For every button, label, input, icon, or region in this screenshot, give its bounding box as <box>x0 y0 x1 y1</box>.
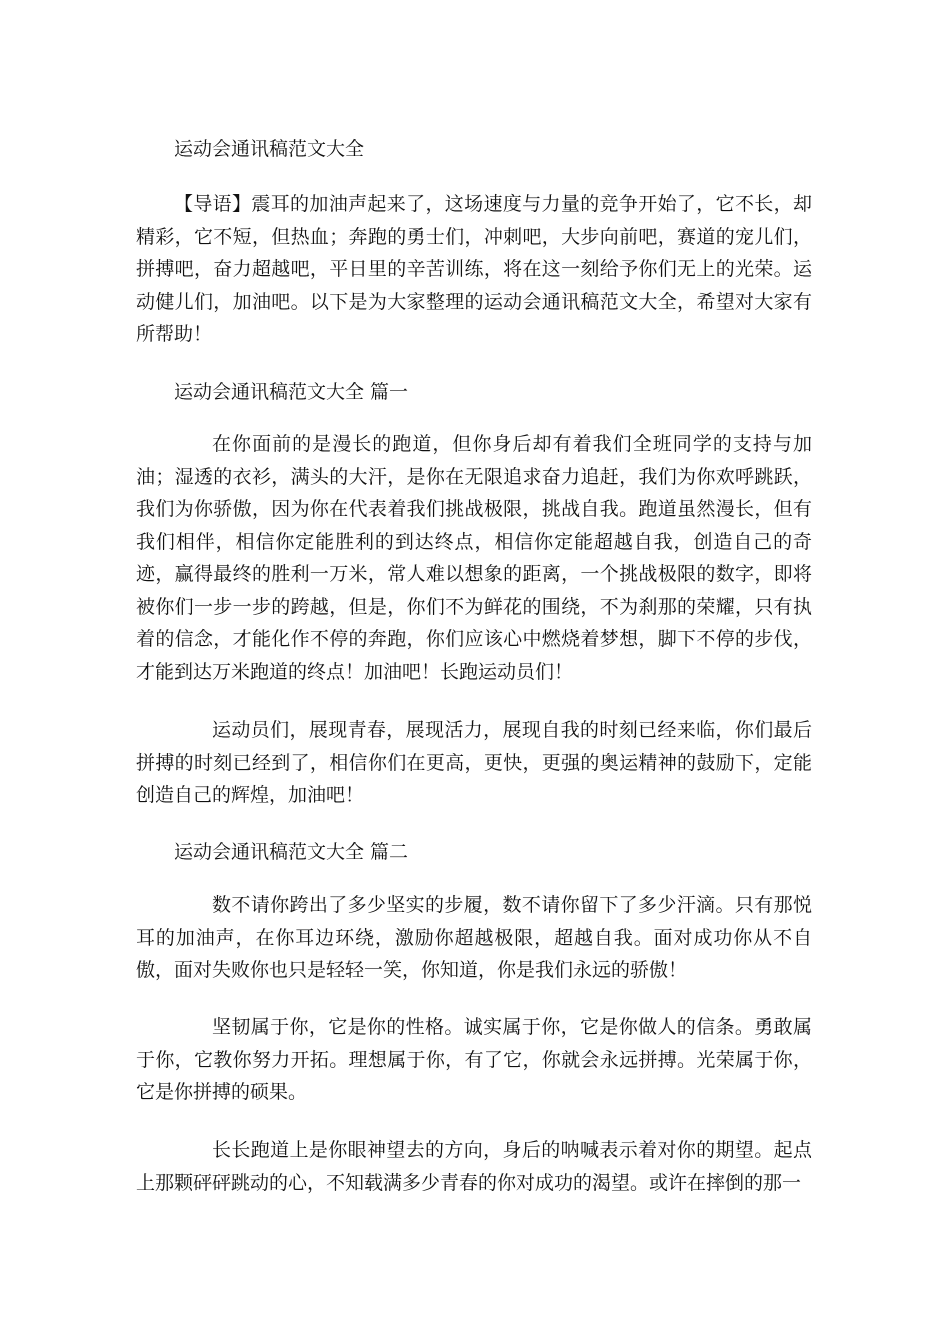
section-heading-1: 运动会通讯稿范文大全 篇一 <box>174 381 409 403</box>
section2-paragraph-2: 坚韧属于你，它是你的性格。诚实属于你，它是你做人的信条。勇敢属于你，它教你努力开拓。理想属于你，有了它，你就会永远拼搏。光荣属于你，它是你拼搏的硕果。 <box>136 1016 812 1103</box>
intro-paragraph: 【导语】震耳的加油声起来了，这场速度与力量的竞争开始了，它不长，却精彩，它不短，但热血；奔跑的勇士们，冲刺吧，大步向前吧，赛道的宠儿们，拼搏吧，奋力超越吧，平日里的辛苦训练，将在这一刻给予你们无上的光荣。运动健儿们，加油吧。以下是为大家整理的运动会通讯稿范文大全，希望对大家有所帮助！ <box>136 193 812 345</box>
section2-paragraph-1: 数不请你跨出了多少坚实的步履，数不请你留下了多少汗滴。只有那悦耳的加油声，在你耳边环绕，激励你超越极限，超越自我。面对成功你从不自傲，面对失败你也只是轻轻一笑，你知道，你是我们永远的骄傲！ <box>136 894 812 981</box>
section-heading-2: 运动会通讯稿范文大全 篇二 <box>174 841 409 863</box>
section2-paragraph-3: 长长跑道上是你眼神望去的方向，身后的呐喊表示着对你的期望。起点上那颗砰砰跳动的心，不知载满多少青春的你对成功的渴望。或许在摔倒的那一 <box>136 1139 812 1194</box>
section1-paragraph-2: 运动员们，展现青春，展现活力，展现自我的时刻已经来临，你们最后拼搏的时刻已经到了，相信你们在更高，更快，更强的奥运精神的鼓励下，定能创造自己的辉煌，加油吧！ <box>136 719 812 806</box>
document-title: 运动会通讯稿范文大全 <box>174 138 365 160</box>
section1-paragraph-1: 在你面前的是漫长的跑道，但你身后却有着我们全班同学的支持与加油；湿透的衣衫，满头的大汗，是你在无限追求奋力追赶，我们为你欢呼跳跃，我们为你骄傲，因为你在代表着我们挑战极限，挑战自我。跑道虽然漫长，但有我们相伴，相信你定能胜利的到达终点，相信你定能超越自我，创造自己的奇迹，赢得最终的胜利一万米，常人难以想象的距离，一个挑战极限的数字，即将被你们一步一步的跨越，但是，你们不为鲜花的围绕，不为刹那的荣耀，只有执着的信念，才能化作不停的奔跑，你们应该心中燃烧着梦想，脚下不停的步伐，才能到达万米跑道的终点！加油吧！长跑运动员们！ <box>136 433 812 683</box>
